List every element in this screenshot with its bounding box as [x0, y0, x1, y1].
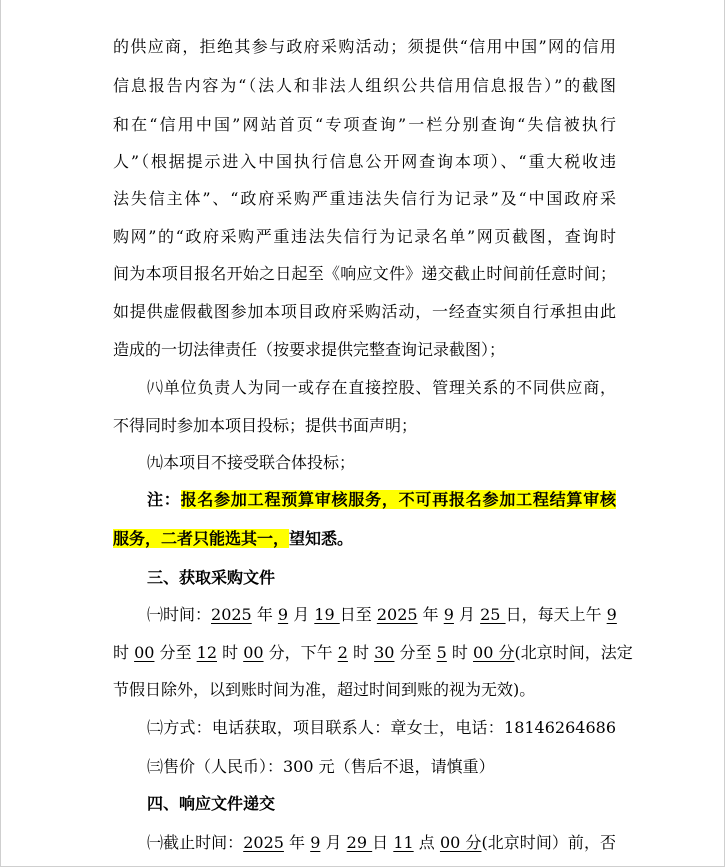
- text-run: 时: [347, 643, 375, 662]
- text-run: 月: [320, 833, 347, 852]
- text-run: 日，每天上午: [505, 605, 607, 624]
- obtain-time-line-2: [113, 641, 633, 665]
- text-run: 月: [288, 605, 315, 624]
- text-run: 分至: [154, 643, 197, 662]
- credit-requirement-line-8: [113, 300, 616, 324]
- underlined-value: 19: [314, 605, 340, 624]
- text-run: ㈠时间：: [147, 605, 212, 624]
- highlighted-text: 报名参加工程预算审核服务，不可再报名参加工程结算审核: [180, 490, 616, 509]
- text-run: 日: [372, 833, 394, 852]
- note-line-2: [113, 527, 353, 551]
- text-run: 造成的一切法律责任（按要求提供完整查询记录截图）；: [113, 340, 506, 359]
- text-run: ㈧单位负责人为同一或存在直接控股、管理关系的不同供应商，: [147, 378, 616, 397]
- text-run: (北京时间，法定: [514, 643, 633, 662]
- obtain-time-line-1: [147, 603, 616, 627]
- section-4-heading: [147, 792, 275, 816]
- credit-requirement-line-7: [113, 262, 616, 286]
- text-run: 分，下午: [263, 643, 338, 662]
- text-run: (北京时间）前，否: [481, 833, 616, 852]
- text-run: 三、获取采购文件: [147, 568, 276, 587]
- credit-requirement-line-1: [113, 35, 616, 59]
- text-run: 时: [446, 643, 474, 662]
- underlined-value: 2025: [243, 833, 284, 852]
- text-run: 购网”的“政府采购严重违法失信行为记录名单”网页截图，查询时: [113, 227, 616, 246]
- text-run: 的供应商，拒绝其参与政府采购活动；须提供“信用中国”网的信用: [113, 37, 616, 56]
- obtain-time-line-3: [113, 678, 535, 702]
- text-run: 月: [453, 605, 481, 624]
- underlined-value: 29: [346, 833, 373, 852]
- deadline-line: [147, 831, 616, 855]
- item-8-line-2: [113, 414, 417, 438]
- text-run: 人”（根据提示进入中国执行信息公开网查询本项）、“重大税收违: [113, 152, 616, 171]
- underlined-value: 9: [606, 605, 617, 624]
- text-run: 注：: [147, 490, 181, 509]
- underlined-value: 12: [196, 643, 217, 662]
- text-run: 年: [283, 833, 311, 852]
- text-run: 望知悉。: [289, 529, 354, 548]
- credit-requirement-line-5: [113, 187, 616, 211]
- underlined-value: 00 分: [473, 643, 515, 662]
- underlined-value: 00 分: [439, 833, 482, 852]
- text-run: 不得同时参加本项目投标；提供书面声明；: [113, 416, 418, 435]
- price-line: [147, 755, 495, 779]
- credit-requirement-line-4: [113, 150, 616, 174]
- underlined-value: 30: [374, 643, 395, 662]
- underlined-value: 2: [337, 643, 348, 662]
- note-line-1: [147, 488, 616, 512]
- text-run: 年: [251, 605, 278, 624]
- text-run: ㈢售价（人民币）：300 元（售后不退，请慎重）: [147, 757, 495, 776]
- text-run: 年: [417, 605, 444, 624]
- text-run: 日至: [339, 605, 377, 624]
- text-run: 分至: [394, 643, 437, 662]
- text-run: 节假日除外，以到账时间为准，超过时间到账的视为无效)。: [113, 680, 536, 699]
- text-run: 和在“信用中国”网站首页“专项查询”一栏分别查询“失信被执行: [113, 115, 616, 134]
- underlined-value: 9: [310, 833, 321, 852]
- underlined-value: 00: [134, 643, 155, 662]
- text-run: 时: [113, 643, 135, 662]
- text-run: 信息报告内容为“（法人和非法人组织公共信用信息报告）”的截图: [113, 76, 616, 95]
- credit-requirement-line-9: [113, 338, 505, 362]
- text-run: 法失信主体”、“政府采购严重违法失信行为记录”及“中国政府采: [113, 189, 616, 208]
- credit-requirement-line-3: [113, 113, 616, 137]
- credit-requirement-line-6: [113, 225, 616, 249]
- underlined-value: 9: [443, 605, 454, 624]
- underlined-value: 25: [480, 605, 506, 624]
- text-run: ㈠截止时间：: [147, 833, 244, 852]
- obtain-method-line: [147, 716, 616, 740]
- underlined-value: 2025: [211, 605, 252, 624]
- text-run: 间为本项目报名开始之日起至《响应文件》递交截止时间前任意时间；: [113, 264, 616, 283]
- highlighted-text: 服务，二者只能选其一，: [113, 529, 290, 548]
- underlined-value: 00: [243, 643, 264, 662]
- text-run: 四、响应文件递交: [147, 794, 276, 813]
- item-9-line: [147, 451, 355, 475]
- underlined-value: 2025: [376, 605, 418, 624]
- item-8-line-1: [147, 376, 616, 400]
- section-3-heading: [147, 566, 275, 590]
- text-run: 时: [217, 643, 244, 662]
- underlined-value: 9: [277, 605, 289, 624]
- text-run: 点: [413, 833, 440, 852]
- credit-requirement-line-2: [113, 74, 616, 98]
- text-run: ㈡方式：电话获取，项目联系人：章女士，电话：18146264686: [147, 718, 616, 737]
- underlined-value: 5: [436, 643, 447, 662]
- text-run: ㈨本项目不接受联合体投标；: [147, 453, 356, 472]
- underlined-value: 11: [393, 833, 414, 852]
- text-run: 如提供虚假截图参加本项目政府采购活动，一经查实须自行承担由此: [113, 302, 616, 321]
